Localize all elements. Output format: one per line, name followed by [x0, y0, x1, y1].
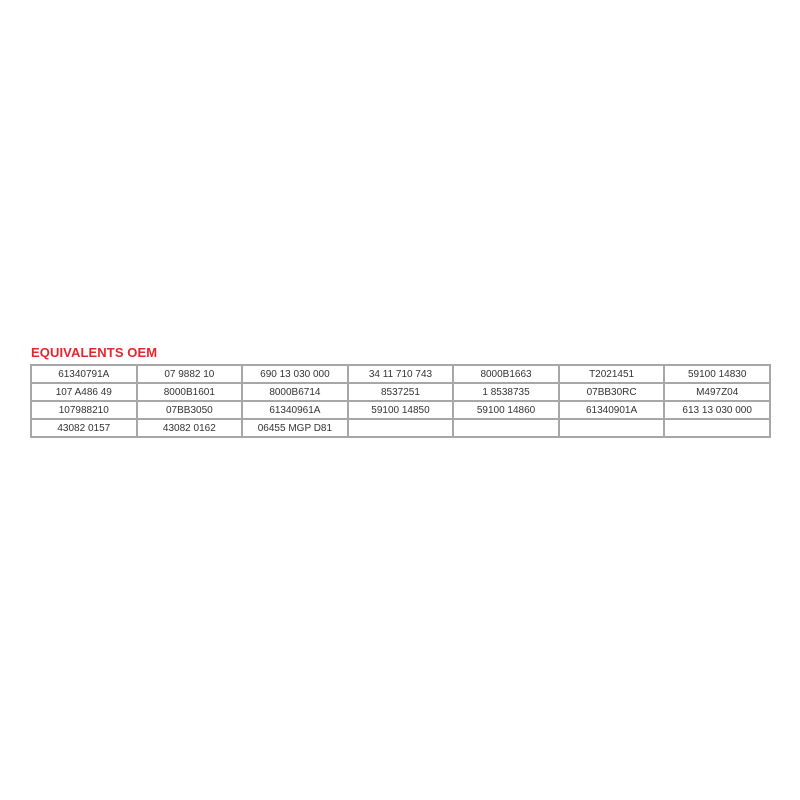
table-cell: 07 9882 10 [137, 365, 243, 383]
table-cell: 06455 MGP D81 [242, 419, 348, 437]
table-row [31, 419, 770, 437]
table-cell: 8000B6714 [242, 383, 348, 401]
table-cell: 107988210 [31, 401, 137, 419]
table-cell: M497Z04 [664, 383, 770, 401]
table-cell: 107 A486 49 [31, 383, 137, 401]
table-cell: 690 13 030 000 [242, 365, 348, 383]
table-cell: 59100 14860 [453, 401, 559, 419]
table-cell: 61340901A [559, 401, 665, 419]
table-cell: 07BB30RC [559, 383, 665, 401]
table-cell: 1 8538735 [453, 383, 559, 401]
table-cell: 43082 0162 [137, 419, 243, 437]
oem-table [30, 364, 771, 438]
table-row [31, 365, 770, 383]
table-cell: 613 13 030 000 [664, 401, 770, 419]
table-row [31, 401, 770, 419]
table-cell-empty [453, 419, 559, 437]
table-cell: 8000B1601 [137, 383, 243, 401]
table-row [31, 383, 770, 401]
table-cell: T2021451 [559, 365, 665, 383]
table-cell: 34 11 710 743 [348, 365, 454, 383]
oem-equivalents-section [30, 346, 771, 438]
table-cell: 61340791A [31, 365, 137, 383]
table-cell: 07BB3050 [137, 401, 243, 419]
section-heading: EQUIVALENTS OEM [31, 345, 158, 360]
table-cell: 8000B1663 [453, 365, 559, 383]
table-cell: 43082 0157 [31, 419, 137, 437]
table-cell: 59100 14830 [664, 365, 770, 383]
table-cell-empty [664, 419, 770, 437]
table-cell: 61340961A [242, 401, 348, 419]
table-cell: 59100 14850 [348, 401, 454, 419]
table-cell-empty [348, 419, 454, 437]
table-cell-empty [559, 419, 665, 437]
table-cell: 8537251 [348, 383, 454, 401]
